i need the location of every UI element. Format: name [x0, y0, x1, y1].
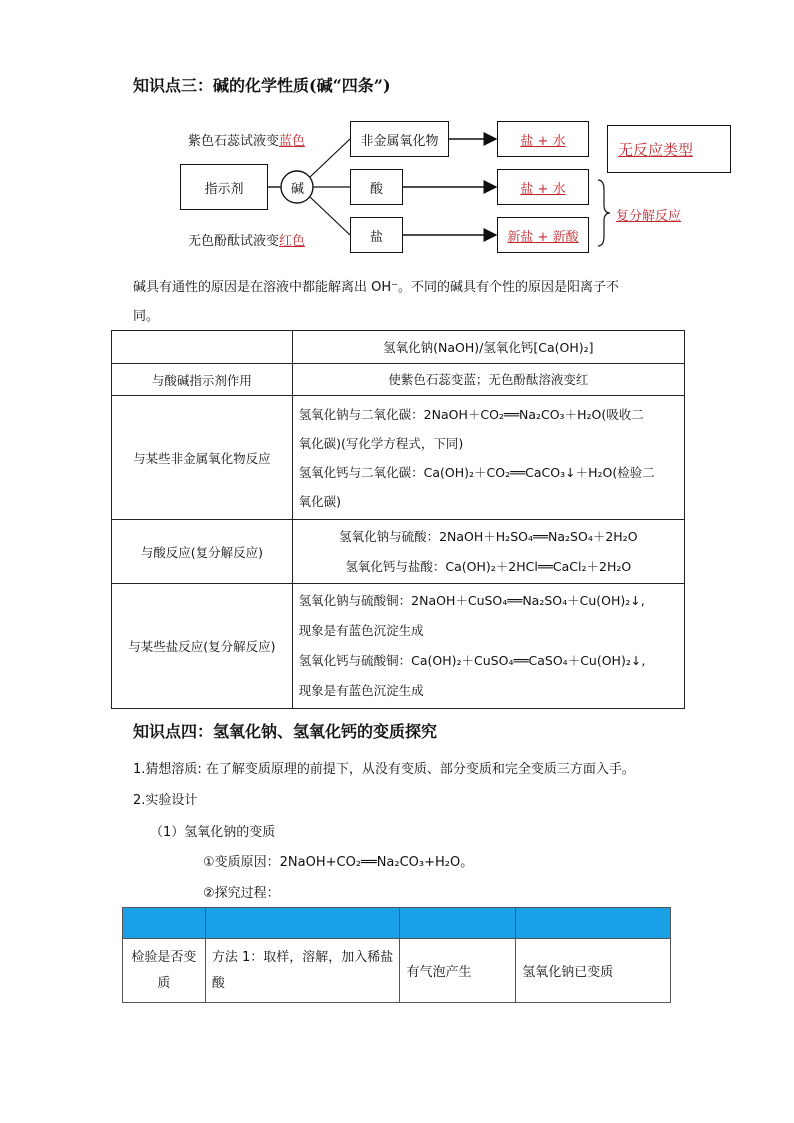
- output-3-label: 新盐 + 新酸: [507, 229, 579, 245]
- row-label: 与酸反应(复分解反应): [112, 520, 293, 584]
- section4-title: 知识点四：氢氧化钠、氢氧化钙的变质探究: [133, 722, 438, 741]
- phenolphthalein-text: 无色酚酞试液变: [188, 234, 280, 249]
- litmus-label: [188, 130, 305, 149]
- row-content: [292, 520, 684, 584]
- table-row: [112, 520, 685, 584]
- double-decomposition-label: [616, 205, 681, 224]
- header-cell: [205, 908, 400, 939]
- phenolphthalein-label: [188, 230, 305, 249]
- row-line: 氧化碳): [298, 493, 342, 509]
- acid-label: 酸: [369, 181, 383, 197]
- row-label: 与某些非金属氧化物反应: [112, 396, 293, 520]
- base-properties-table: [111, 330, 685, 709]
- experiment-design-heading: 2.实验设计: [133, 793, 198, 808]
- row-line: 氧化碳)(写化学方程式，下同): [298, 435, 464, 451]
- experiment-table: [122, 907, 671, 1003]
- litmus-text: 紫色石蕊试液变: [188, 134, 280, 149]
- row-line: 使紫色石蕊变蓝；无色酚酞溶液变红: [388, 371, 589, 387]
- section3-title: 知识点三：碱的化学性质(碱“四条”): [133, 76, 391, 95]
- row-line: 氢氧化钙与二氧化碳：Ca(OH)₂＋CO₂══CaCO₃↓＋H₂O(检验二: [298, 464, 655, 480]
- table-header-row: [112, 331, 685, 364]
- row-line: 氢氧化钙与硫酸铜：Ca(OH)₂＋CuSO₄══CaSO₄＋Cu(OH)₂↓,: [298, 653, 646, 668]
- salt-box: [350, 217, 403, 253]
- indicator-label: 指示剂: [204, 181, 244, 197]
- output-box-3: [497, 217, 589, 253]
- row-content: [292, 584, 684, 709]
- table-corner-cell: [112, 331, 293, 364]
- row-label: 与酸碱指示剂作用: [112, 364, 293, 396]
- experiment-header-row: [123, 908, 671, 939]
- row-line: 氢氧化钙与盐酸：Ca(OH)₂＋2HCl══CaCl₂＋2H₂O: [345, 558, 632, 574]
- row-line: 现象是有蓝色沉淀生成: [298, 683, 424, 698]
- nonmetal-oxide-box: [350, 121, 449, 157]
- litmus-color: 蓝色: [279, 134, 306, 149]
- indicator-box: [180, 164, 268, 210]
- row-label: 与某些盐反应(复分解反应): [112, 584, 293, 709]
- paragraph-line-2: 同。: [133, 309, 160, 324]
- output-box-1: [497, 121, 589, 157]
- header-cell: [123, 908, 206, 939]
- conclusion-cell: 氢氧化钠已变质: [516, 939, 671, 1003]
- brace: [598, 180, 610, 246]
- row-line: 氢氧化钠与二氧化碳：2NaOH＋CO₂══Na₂CO₃＋H₂O(吸收二: [298, 406, 644, 422]
- table-row: [123, 939, 671, 1003]
- no-reaction-type-label: 无反应类型: [618, 140, 694, 159]
- method-cell: 方法 1：取样，溶解，加入稀盐酸: [205, 939, 400, 1003]
- acid-box: [350, 169, 403, 205]
- row-line: 现象是有蓝色沉淀生成: [298, 623, 424, 638]
- table-row: [112, 364, 685, 396]
- double-decomposition-text: 复分解反应: [616, 209, 682, 224]
- paragraph-line-1: 碱具有通性的原因是在溶液中都能解离出 OH⁻。不同的碱具有个性的原因是阳离子不: [133, 280, 620, 295]
- phenomenon-cell: 有气泡产生: [400, 939, 516, 1003]
- cause-line: ①变质原因：2NaOH+CO₂══Na₂CO₃+H₂O。: [203, 855, 474, 870]
- table-header-cell: 氢氧化钠(NaOH)/氢氧化钙[Ca(OH)₂]: [292, 331, 684, 364]
- output-1-label: 盐 + 水: [520, 133, 566, 149]
- check-label-cell: 检验是否变质: [123, 939, 206, 1003]
- phenolphthalein-color: 红色: [279, 234, 306, 249]
- output-2-label: 盐 + 水: [520, 181, 566, 197]
- output-box-2: [497, 169, 589, 205]
- process-line: ②探究过程：: [203, 886, 280, 901]
- table-row: [112, 584, 685, 709]
- salt-label: 盐: [369, 229, 383, 245]
- header-cell: [400, 908, 516, 939]
- header-cell: [516, 908, 671, 939]
- nonmetal-oxide-label: 非金属氧化物: [360, 133, 439, 149]
- row-content: [292, 364, 684, 396]
- row-line: 氢氧化钠与硫酸：2NaOH＋H₂SO₄══Na₂SO₄＋2H₂O: [339, 528, 638, 544]
- guess-paragraph: 1.猜想溶质: 在了解变质原理的前提下，从没有变质、部分变质和完全变质三方面入手。: [133, 762, 635, 777]
- naoh-subheading: （1）氢氧化钠的变质: [150, 825, 276, 840]
- table-row: [112, 396, 685, 520]
- no-reaction-type-box: [607, 125, 731, 173]
- row-content: [292, 396, 684, 520]
- row-line: 氢氧化钠与硫酸铜：2NaOH＋CuSO₄══Na₂SO₄＋Cu(OH)₂↓,: [298, 593, 645, 608]
- base-label: 碱: [291, 182, 305, 197]
